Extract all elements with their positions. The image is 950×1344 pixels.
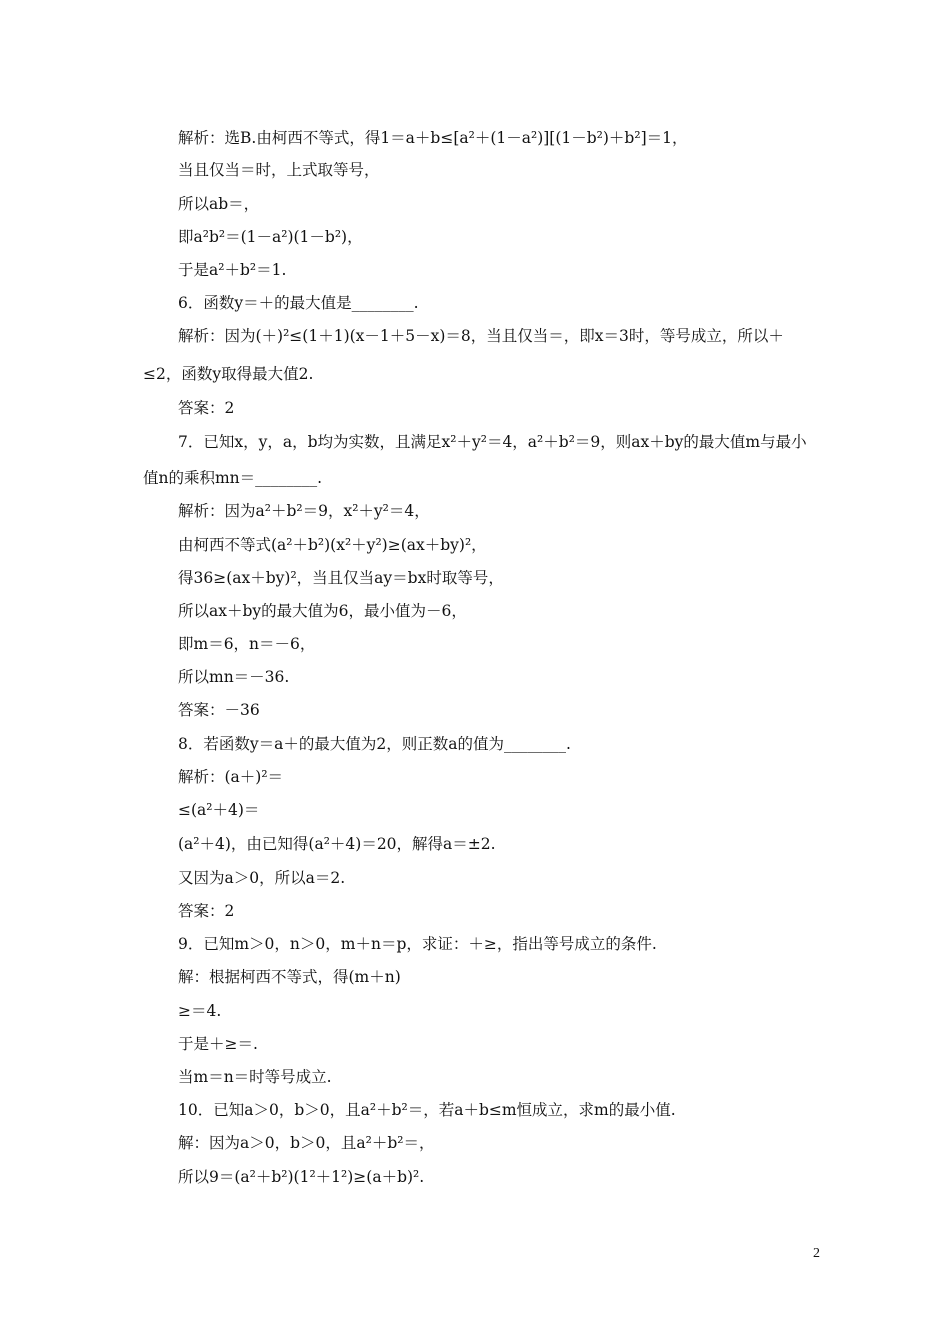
- text-line: 即m＝6，n＝－6，: [178, 635, 316, 653]
- text-line: 当m＝n＝时等号成立.: [178, 1068, 332, 1086]
- text-line: 所以ax＋by的最大值为6，最小值为－6，: [178, 602, 467, 620]
- text-line: 由柯西不等式(a²＋b²)(x²＋y²)≥(ax＋by)²，: [178, 536, 487, 554]
- text-line: ≥＝4.: [178, 1002, 222, 1020]
- page-number: 2: [813, 1246, 820, 1261]
- text-line: 解析：因为a²＋b²＝9，x²＋y²＝4，: [178, 502, 430, 520]
- answer-line: 答案：2: [178, 902, 235, 920]
- text-line: 所以9＝(a²＋b²)(1²＋1²)≥(a＋b)².: [178, 1168, 425, 1186]
- text-line: 当且仅当＝时，上式取等号，: [178, 161, 380, 179]
- text-line: 于是a²＋b²＝1.: [178, 261, 287, 279]
- question-line: 8．若函数y＝a＋的最大值为2，则正数a的值为________.: [178, 735, 571, 753]
- text-line: 值n的乘积mn＝________.: [143, 469, 323, 487]
- text-line: (a²＋4)，由已知得(a²＋4)＝20，解得a＝±2.: [178, 835, 496, 853]
- question-line: 10．已知a＞0，b＞0，且a²＋b²＝，若a＋b≤m恒成立，求m的最小值.: [178, 1101, 676, 1119]
- text-line: 解析：(a＋)²＝: [178, 768, 284, 786]
- text-line: ≤(a²＋4)＝: [178, 801, 260, 819]
- text-line: 解：因为a＞0，b＞0，且a²＋b²＝，: [178, 1134, 435, 1152]
- answer-line: 答案：－36: [178, 701, 260, 719]
- question-line: 6．函数y＝＋的最大值是________.: [178, 294, 419, 312]
- text-line: 解析：因为(＋)²≤(1＋1)(x－1＋5－x)＝8，当且仅当＝，即x＝3时，等号成立，所以＋: [178, 327, 784, 345]
- text-line: 即a²b²＝(1－a²)(1－b²)，: [178, 228, 363, 246]
- text-line: 所以ab＝，: [178, 195, 260, 213]
- answer-line: 答案：2: [178, 399, 235, 417]
- text-line: ≤2，函数y取得最大值2.: [143, 365, 314, 383]
- text-line: 又因为a＞0，所以a＝2.: [178, 869, 346, 887]
- text-line: 解：根据柯西不等式，得(m＋n): [178, 968, 401, 986]
- text-line: 解析：选B.由柯西不等式，得1＝a＋b≤[a²＋(1－a²)][(1－b²)＋b²]＝1，: [178, 129, 688, 147]
- question-line: 7．已知x，y，a，b均为实数，且满足x²＋y²＝4，a²＋b²＝9，则ax＋by的最大值m与最小: [178, 433, 807, 451]
- text-line: 得36≥(ax＋by)²，当且仅当ay＝bx时取等号，: [178, 569, 504, 587]
- text-line: 于是＋≥＝.: [178, 1035, 258, 1053]
- question-line: 9．已知m＞0，n＞0，m＋n＝p，求证：＋≥，指出等号成立的条件.: [178, 935, 657, 953]
- text-line: 所以mn＝－36.: [178, 668, 290, 686]
